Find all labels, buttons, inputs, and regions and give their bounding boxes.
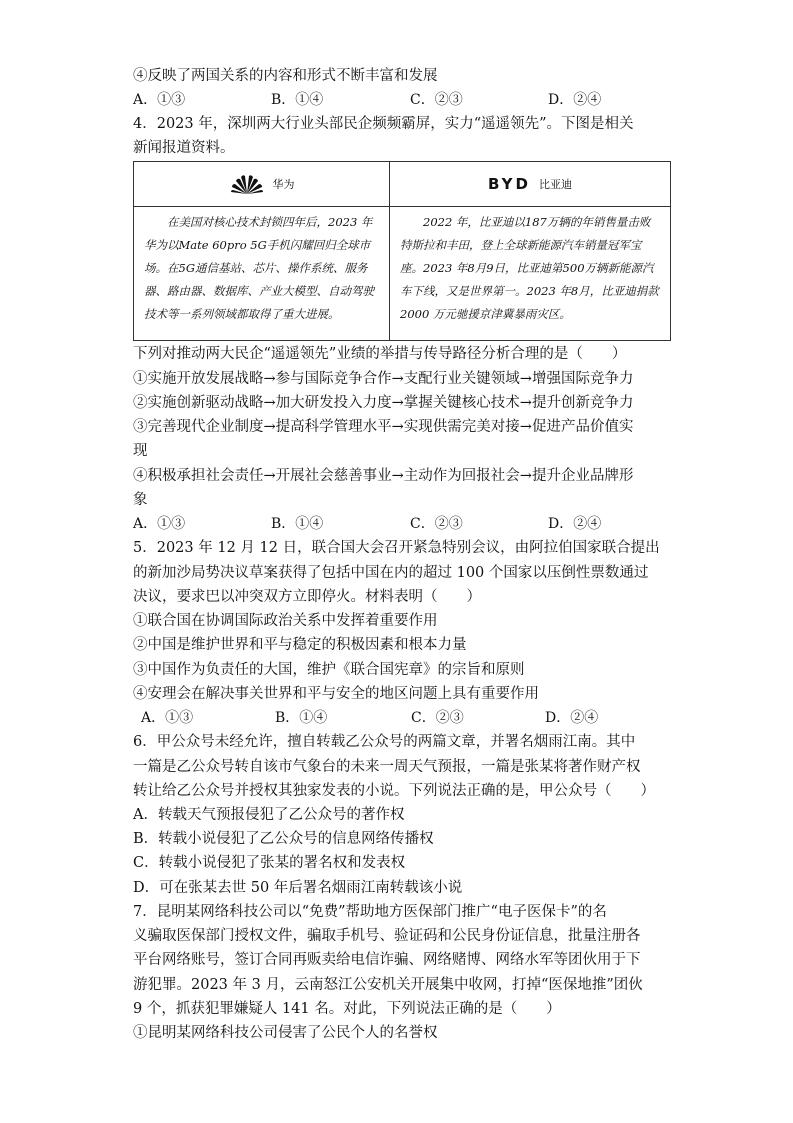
q6-option-a: A．转载天气预报侵犯了乙公众号的著作权 (133, 807, 405, 823)
byd-logo: BYD (488, 175, 531, 193)
q4-item-3-line-2: 现 (133, 443, 148, 459)
q4-stem-line-2: 新闻报道资料。 (133, 140, 235, 156)
q4-item-4-line-1: ④积极承担社会责任→开展社会慈善事业→主动作为回报社会→提升企业品牌形 (133, 468, 634, 484)
q7-stem-line-4: 游犯罪。2023 年 3 月，云南怒江公安机关开展集中收网，打掉“医保地推”团伙 (133, 977, 643, 993)
huawei-name: 华为 (272, 178, 295, 191)
byd-header (390, 162, 670, 207)
q6-stem-line-3: 转让给乙公众号并授权其独家发表的小说。下列说法正确的是，甲公众号（ ） (133, 783, 655, 799)
q3-option-d: D．②④ (548, 92, 602, 108)
q7-stem-line-5: 9 个，抓获犯罪嫌疑人 141 名。对此，下列说法正确的是（ ） (133, 1001, 561, 1017)
huawei-header (134, 162, 389, 207)
q5-option-b: B．①④ (275, 710, 328, 726)
huawei-news-text: 在美国对核心技术封锁四年后，2023 年华为以Mate 60pro 5G手机闪耀回归全球市场。在5G通信基站、芯片、操作系统、服务器、路由器、数据库、产业大模型、自动驾驶技术等一系列领域都取得了重大进展。 (144, 215, 374, 321)
q7-stem-line-2: 义骗取医保部门授权文件，骗取手机号、验证码和公民身份证信息，批量注册各 (133, 928, 641, 944)
q4-item-2: ②实施创新驱动战略→加大研发投入力度→掌握关键核心技术→提升创新竞争力 (133, 395, 634, 411)
q4-option-b: B．①④ (271, 516, 324, 532)
q5-item-1: ①联合国在协调国际政治关系中发挥着重要作用 (133, 613, 438, 629)
q3-option-a: A．①③ (133, 92, 186, 108)
q6-stem-line-1: 6．甲公众号未经允许，擅自转载乙公众号的两篇文章，并署名烟雨江南。其中 (133, 734, 636, 750)
q5-item-2: ②中国是维护世界和平与稳定的积极因素和根本力量 (133, 637, 467, 653)
q4-option-c: C．②③ (410, 516, 463, 532)
byd-column (390, 162, 670, 340)
q5-option-c: C．②③ (411, 710, 464, 726)
q3-option-b: B．①④ (271, 92, 324, 108)
q7-stem-line-3: 平台网络账号，签订合同再贩卖给电信诈骗、网络赌博、网络水军等团伙用于下 (133, 952, 641, 968)
q5-stem-line-1: 5．2023 年 12 月 12 日，联合国大会召开紧急特别会议，由阿拉伯国家联合提出 (133, 540, 660, 556)
q4-item-1: ①实施开放发展战略→参与国际竞争合作→支配行业关键领域→增强国际竞争力 (133, 371, 634, 387)
q6-option-d: D．可在张某去世 50 年后署名烟雨江南转载该小说 (133, 880, 463, 896)
q5-option-a: A．①③ (141, 710, 194, 726)
q6-stem-line-2: 一篇是乙公众号转自该市气象台的未来一周天气预报，一篇是张某将著作财产权 (133, 759, 641, 775)
q4-item-3-line-1: ③完善现代企业制度→提高科学管理水平→实现供需完美对接→促进产品价值实 (133, 419, 634, 435)
q5-item-4: ④安理会在解决事关世界和平与安全的地区问题上具有重要作用 (133, 686, 539, 702)
q4-stem-line-1: 4．2023 年，深圳两大行业头部民企频频霸屏，实力“遥遥领先”。下图是相关 (133, 116, 634, 132)
q6-option-b: B．转载小说侵犯了乙公众号的信息网络传播权 (133, 831, 434, 847)
q5-item-3: ③中国作为负责任的大国，维护《联合国宪章》的宗旨和原则 (133, 662, 525, 678)
q4-option-a: A．①③ (133, 516, 186, 532)
q5-stem-line-3: 决议，要求巴以冲突双方立即停火。材料表明（ ） (133, 589, 481, 605)
q4-item-4-line-2: 象 (133, 492, 148, 508)
q5-option-d: D．②④ (545, 710, 599, 726)
q3-option-c: C．②③ (410, 92, 463, 108)
byd-news-text: 2022 年，比亚迪以187万辆的年销售量击败特斯拉和丰田，登上全球新能源汽车销量冠军宝座。2023 年8月9日，比亚迪第500万辆新能源汽车下线，又是世界第一。2023 年8月，比亚迪捐款 2000 万元驰援京津冀暴雨灾区。 (400, 215, 659, 321)
q7-stem-line-1: 7．昆明某网络科技公司以“免费”帮助地方医保部门推广“电子医保卡”的名 (133, 904, 607, 920)
q4-question: 下列对推动两大民企“遥遥领先”业绩的举措与传导路径分析合理的是（ ） (133, 346, 627, 362)
news-comparison-table (133, 161, 671, 341)
q6-option-c: C．转载小说侵犯了张某的署名权和发表权 (133, 855, 406, 871)
q5-stem-line-2: 的新加沙局势决议草案获得了包括中国在内的超过 100 个国家以压倒性票数通过 (133, 565, 649, 581)
huawei-column (134, 162, 390, 340)
huawei-logo-icon (229, 173, 265, 195)
q3-item-4: ④反映了两国关系的内容和形式不断丰富和发展 (133, 68, 438, 84)
q4-option-d: D．②④ (548, 516, 602, 532)
byd-name: 比亚迪 (538, 178, 572, 191)
q7-item-1: ①昆明某网络科技公司侵害了公民个人的名誉权 (133, 1025, 438, 1041)
